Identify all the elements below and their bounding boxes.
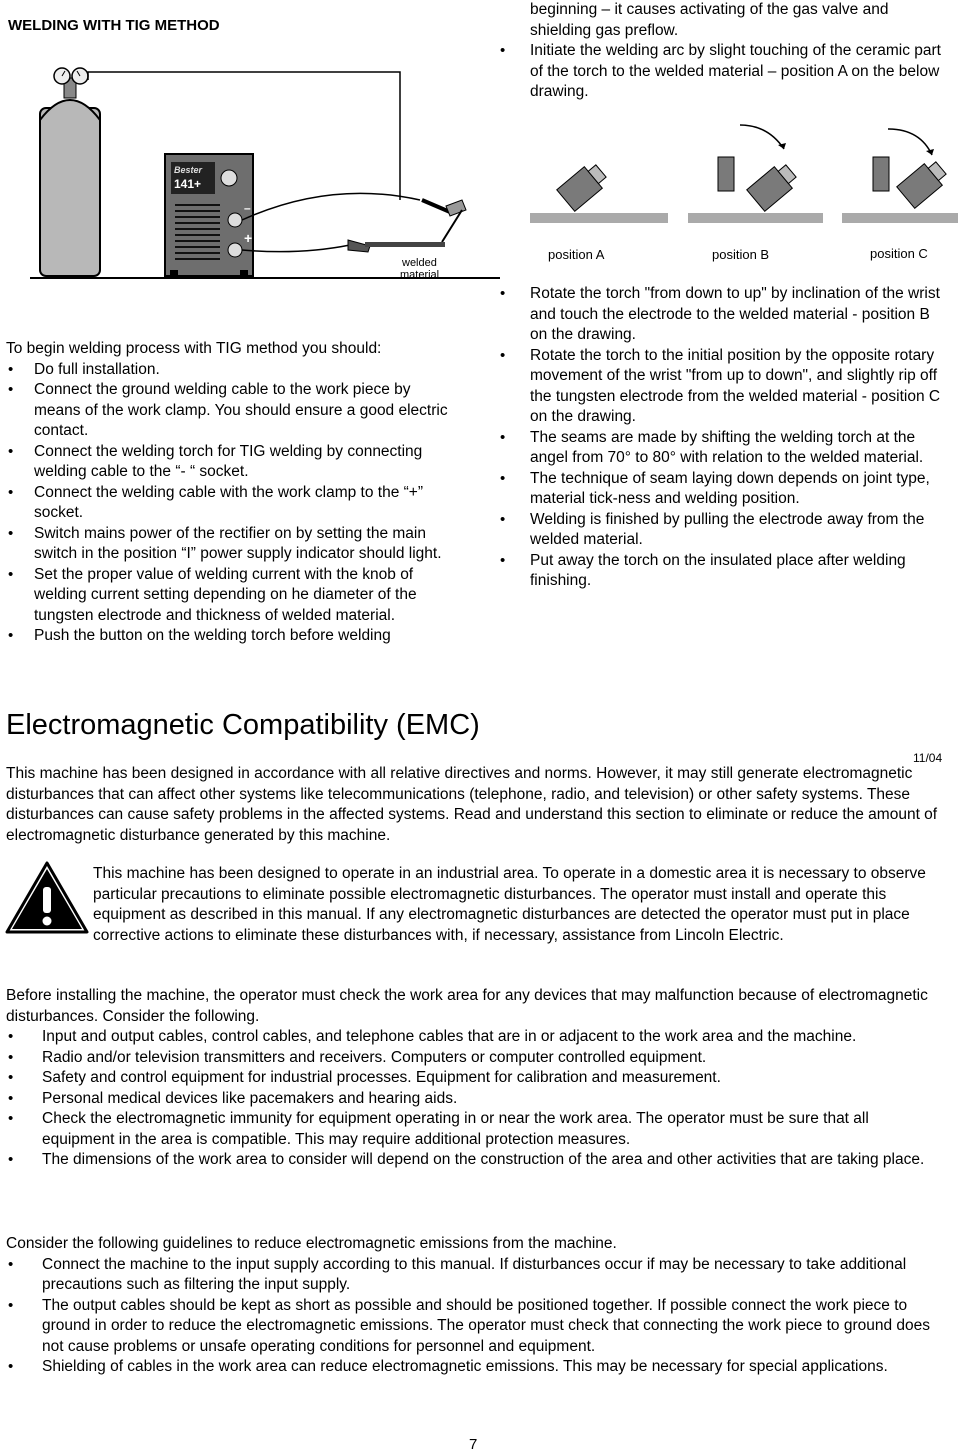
guideline-list	[6, 1255, 941, 1378]
list-item: • Shielding of cables in the work area can reduce electromagnetic emissions. This may be necessary for special applications.	[6, 1357, 941, 1378]
list-item: • Initiate the welding arc by slight touching of the ceramic part of the torch to the welded material – position A on the below drawing.	[500, 41, 950, 103]
workpiece	[365, 242, 445, 247]
list-item: • Set the proper value of welding current with the knob of welding current setting depending on he diameter of the tungsten electrode and thickness of welded material.	[6, 565, 456, 627]
position-b-drawing	[688, 125, 823, 223]
right-column-list	[500, 284, 950, 592]
list-item: • Radio and/or television transmitters and receivers. Computers or computer controlled equipment.	[6, 1048, 941, 1069]
plus-sign: +	[244, 230, 253, 246]
intro-text: To begin welding process with TIG method you should:	[6, 340, 382, 357]
list-item: • Check the electromagnetic immunity for equipment operating in or near the work area. The operator must be sure that all equipment in the area is compatible. This may require additional protection measures.	[6, 1109, 941, 1150]
list-item: • Connect the welding torch for TIG welding by connecting welding cable to the “- “ socket.	[6, 442, 456, 483]
position-a-drawing	[530, 160, 668, 223]
position-c-drawing	[842, 129, 958, 223]
list-item: • Safety and control equipment for industrial processes. Equipment for calibration and measurement.	[6, 1068, 941, 1089]
list-item: • The seams are made by shifting the welding torch at the angel from 70° to 80° with relation to the welded material.	[500, 428, 950, 469]
emc-heading: Electromagnetic Compatibility (EMC)	[6, 709, 480, 741]
list-item: • Input and output cables, control cables, and telephone cables that are in or adjacent to the work area and the machine.	[6, 1027, 941, 1048]
section-title: WELDING WITH TIG METHOD	[8, 17, 220, 34]
emc-check-section	[6, 986, 941, 1171]
list-item: • Connect the welding cable with the work clamp to the “+” socket.	[6, 483, 456, 524]
right-top-list	[500, 41, 950, 103]
list-item: • Push the button on the welding torch before welding	[6, 626, 456, 647]
gas-cylinder	[40, 108, 100, 276]
list-item: • Welding is finished by pulling the electrode away from the welded material.	[500, 510, 950, 551]
torch-positions-illustration	[528, 115, 958, 270]
position-c-label: position C	[870, 246, 928, 261]
page-number: 7	[469, 1436, 478, 1453]
list-item: • The technique of seam laying down depends on joint type, material tick-ness and welding position.	[500, 469, 950, 510]
emc-intro-text: This machine has been designed in accordance with all relative directives and norms. However, it may still generate electromagnetic disturbances that can affect other systems like telecommunications (telephone, radio, and television) or other safety systems. These disturbances can cause safety problems in the affected systems. Read and understand this section to eliminate or reduce the amount of electromagnetic disturbance generated by this machine.	[6, 765, 938, 844]
list-item: • The dimensions of the work area to consider will depend on the construction of the area and other activities that are taking place.	[6, 1150, 941, 1171]
list-item: • The output cables should be kept as short as possible and should be positioned together. If possible connect the work piece to ground in order to reduce the electromagnetic emissions. The operator must check that connecting the work piece to ground does not cause problems or unsafe operating conditions for personnel and equipment.	[6, 1296, 941, 1358]
minus-sign: –	[244, 201, 251, 215]
emc-warning-text: This machine has been designed to operate in an industrial area. To operate in a domestic area it is necessary to observe particular precautions to eliminate possible electromagnetic disturbances. The operator must install and operate this equipment as described in this manual. If any electromagnetic disturbances are detected the operator must put in place corrective actions to eliminate these disturbances with, if necessary, assistance from Lincoln Electric.	[93, 865, 926, 944]
list-item: • Switch mains power of the rectifier on by setting the main switch in the position “I” power supply indicator should light.	[6, 524, 456, 565]
revision-code: 11/04	[913, 751, 943, 765]
emc-intro	[6, 764, 941, 846]
list-item: • Rotate the torch "from down to up" by inclination of the wrist and touch the electrode to the welded material - position B on the drawing.	[500, 284, 950, 346]
list-item: • Put away the torch on the insulated place after welding finishing.	[500, 551, 950, 592]
check-intro-text: Before installing the machine, the operator must check the work area for any devices that may malfunction because of electromagnetic disturbances. Consider the following.	[6, 987, 928, 1025]
guide-intro-text: Consider the following guidelines to reduce electromagnetic emissions from the machine.	[6, 1235, 617, 1252]
current-knob-icon	[221, 170, 237, 186]
emc-guidelines-section	[6, 1234, 941, 1378]
left-column	[6, 339, 456, 647]
list-item: • Rotate the torch to the initial position by the opposite rotary movement of the wrist "from up to down", and slightly rip off the tungsten electrode from the welded material - position C on the drawing.	[500, 346, 950, 428]
list-item: • Do full installation.	[6, 360, 456, 381]
list-item: • Personal medical devices like pacemakers and hearing aids.	[6, 1089, 941, 1110]
emc-warning	[6, 864, 941, 946]
machine-brand: Bester	[174, 165, 203, 175]
position-b-label: position B	[712, 247, 770, 262]
continuation-text: beginning – it causes activating of the gas valve and shielding gas preflow.	[530, 1, 889, 39]
tig-setup-illustration	[30, 60, 510, 285]
position-a-label: position A	[548, 247, 605, 262]
welded-material-label: welded material	[400, 257, 440, 281]
right-top-text	[530, 0, 950, 41]
tig-torch-icon	[422, 200, 466, 242]
list-item: • Connect the ground welding cable to the work piece by means of the work clamp. You should ensure a good electric contact.	[6, 380, 456, 442]
minus-socket-icon	[228, 213, 242, 227]
plus-socket-icon	[228, 243, 242, 257]
check-list	[6, 1027, 941, 1171]
list-item: • Connect the machine to the input supply according to this manual. If disturbances occur if may be necessary to take additional precautions such as filtering the input supply.	[6, 1255, 941, 1296]
machine-model: 141+	[174, 177, 202, 191]
procedure-list	[6, 360, 456, 647]
